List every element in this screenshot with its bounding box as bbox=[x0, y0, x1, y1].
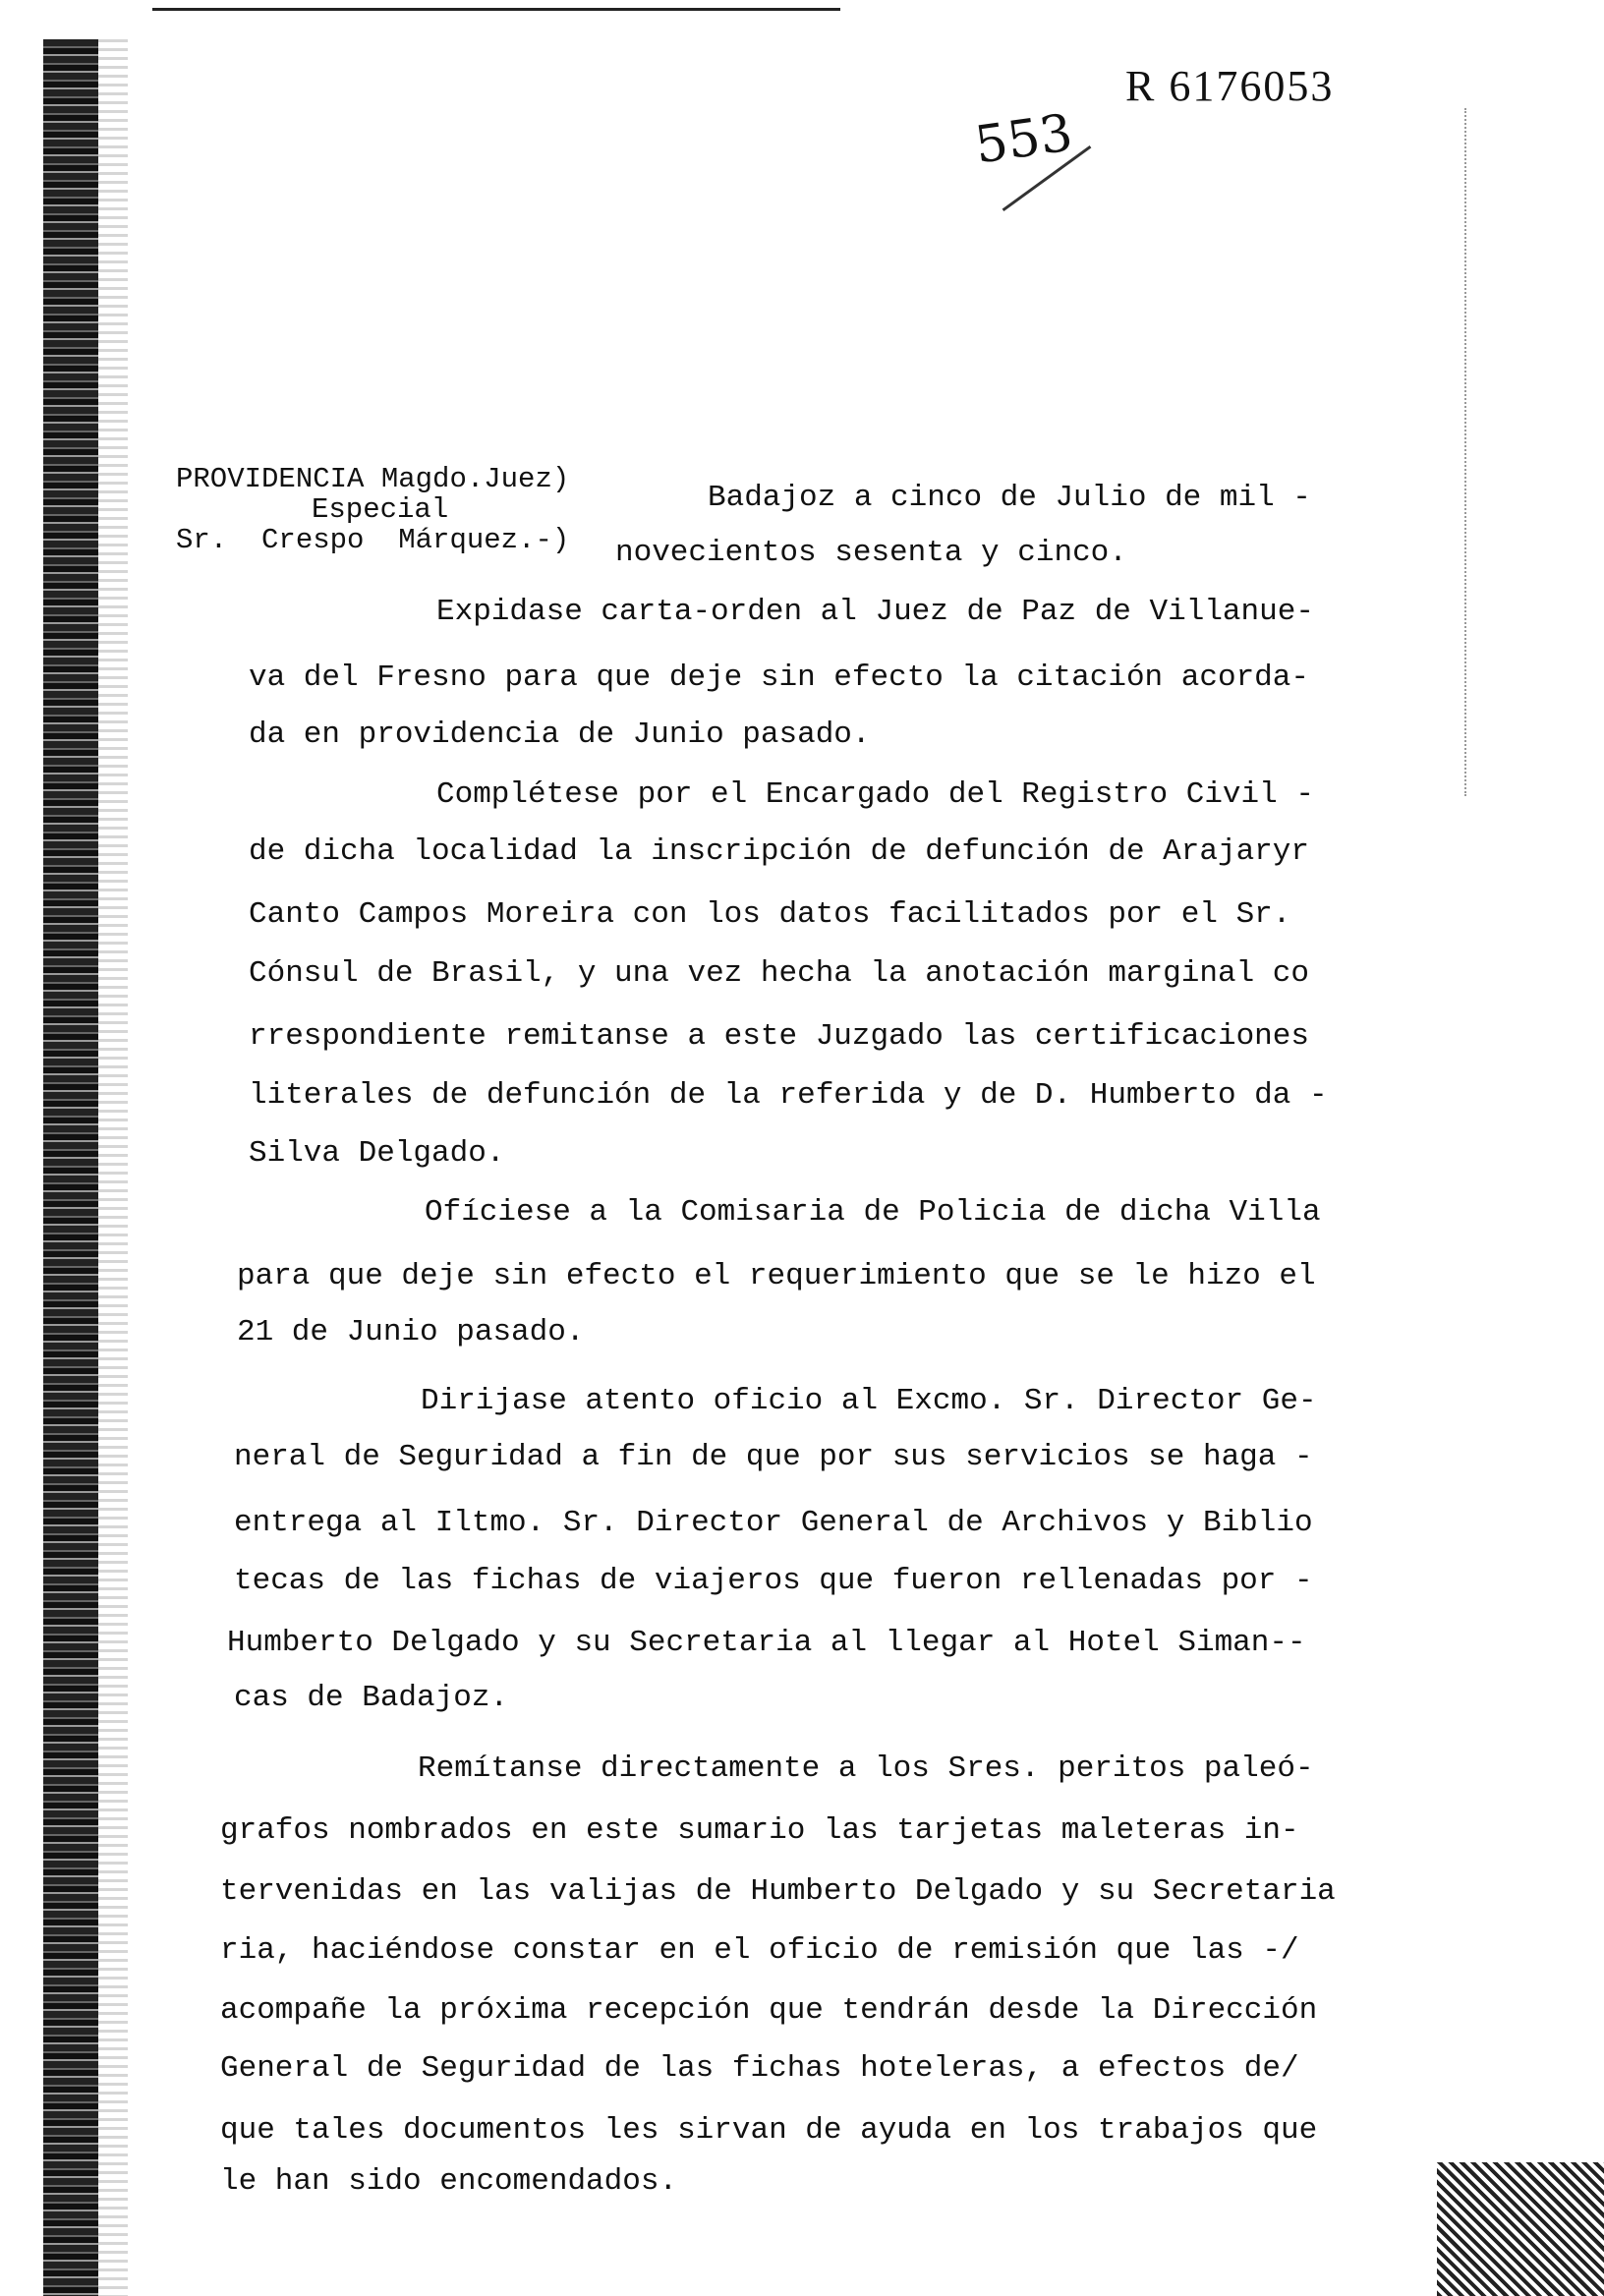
date-line-1: Badajoz a cinco de Julio de mil - bbox=[708, 481, 1311, 515]
folio-number: 553 bbox=[971, 103, 1076, 176]
text-line: Expidase carta-orden al Juez de Paz de Villanue- bbox=[436, 595, 1314, 629]
top-rule bbox=[152, 8, 840, 11]
text-line: neral de Seguridad a fin de que por sus servicios se haga - bbox=[234, 1440, 1313, 1474]
text-line: acompañe la próxima recepción que tendrán desde la Dirección bbox=[220, 1993, 1318, 2028]
text-line: que tales documentos les sirvan de ayuda en los trabajos que bbox=[220, 2113, 1318, 2148]
text-line: tecas de las fichas de viajeros que fueron rellenadas por - bbox=[234, 1564, 1313, 1598]
text-line: Dirijase atento oficio al Excmo. Sr. Director Ge- bbox=[421, 1384, 1317, 1418]
text-line: Complétese por el Encargado del Registro Civil - bbox=[436, 777, 1314, 812]
text-line: da en providencia de Junio pasado. bbox=[249, 718, 871, 752]
header-line-3: Sr. Crespo Márquez.-) bbox=[176, 524, 570, 556]
text-line: rrespondiente remitanse a este Juzgado las certificaciones bbox=[249, 1019, 1309, 1054]
text-line: Humberto Delgado y su Secretaria al llegar al Hotel Siman-- bbox=[227, 1626, 1306, 1660]
text-line: Ofíciese a la Comisaria de Policia de dicha Villa bbox=[425, 1195, 1321, 1230]
scan-artifact bbox=[1437, 2162, 1604, 2296]
text-line: va del Fresno para que deje sin efecto la citación acorda- bbox=[249, 660, 1309, 695]
text-line: cas de Badajoz. bbox=[234, 1681, 509, 1715]
text-line: literales de defunción de la referida y de D. Humberto da - bbox=[249, 1078, 1328, 1113]
text-line: ria, haciéndose constar en el oficio de remisión que las -/ bbox=[220, 1933, 1299, 1968]
text-line: entrega al Iltmo. Sr. Director General de Archivos y Biblio bbox=[234, 1506, 1313, 1540]
text-line: grafos nombrados en este sumario las tarjetas maleteras in- bbox=[220, 1813, 1299, 1848]
text-line: le han sido encomendados. bbox=[220, 2164, 678, 2199]
text-line: para que deje sin efecto el requerimiento que se le hizo el bbox=[237, 1259, 1316, 1293]
text-line: tervenidas en las valijas de Humberto Delgado y su Secretaria bbox=[220, 1874, 1336, 1909]
binding-edge bbox=[43, 39, 98, 2296]
text-line: 21 de Junio pasado. bbox=[237, 1315, 585, 1349]
date-line-2: novecientos sesenta y cinco. bbox=[615, 536, 1127, 570]
margin-rule bbox=[1464, 108, 1467, 796]
reference-number: R 6176053 bbox=[1125, 62, 1335, 110]
header-line-2: Especial bbox=[312, 493, 449, 526]
text-line: Canto Campos Moreira con los datos facilitados por el Sr. bbox=[249, 897, 1291, 932]
text-line: General de Seguridad de las fichas hoteleras, a efectos de/ bbox=[220, 2051, 1299, 2086]
header-line-1: PROVIDENCIA Magdo.Juez) bbox=[176, 463, 570, 495]
text-line: de dicha localidad la inscripción de defunción de Arajaryr bbox=[249, 834, 1309, 869]
text-line: Silva Delgado. bbox=[249, 1136, 505, 1171]
text-line: Remítanse directamente a los Sres. peritos paleó- bbox=[418, 1751, 1314, 1786]
text-line: Cónsul de Brasil, y una vez hecha la anotación marginal co bbox=[249, 956, 1309, 991]
